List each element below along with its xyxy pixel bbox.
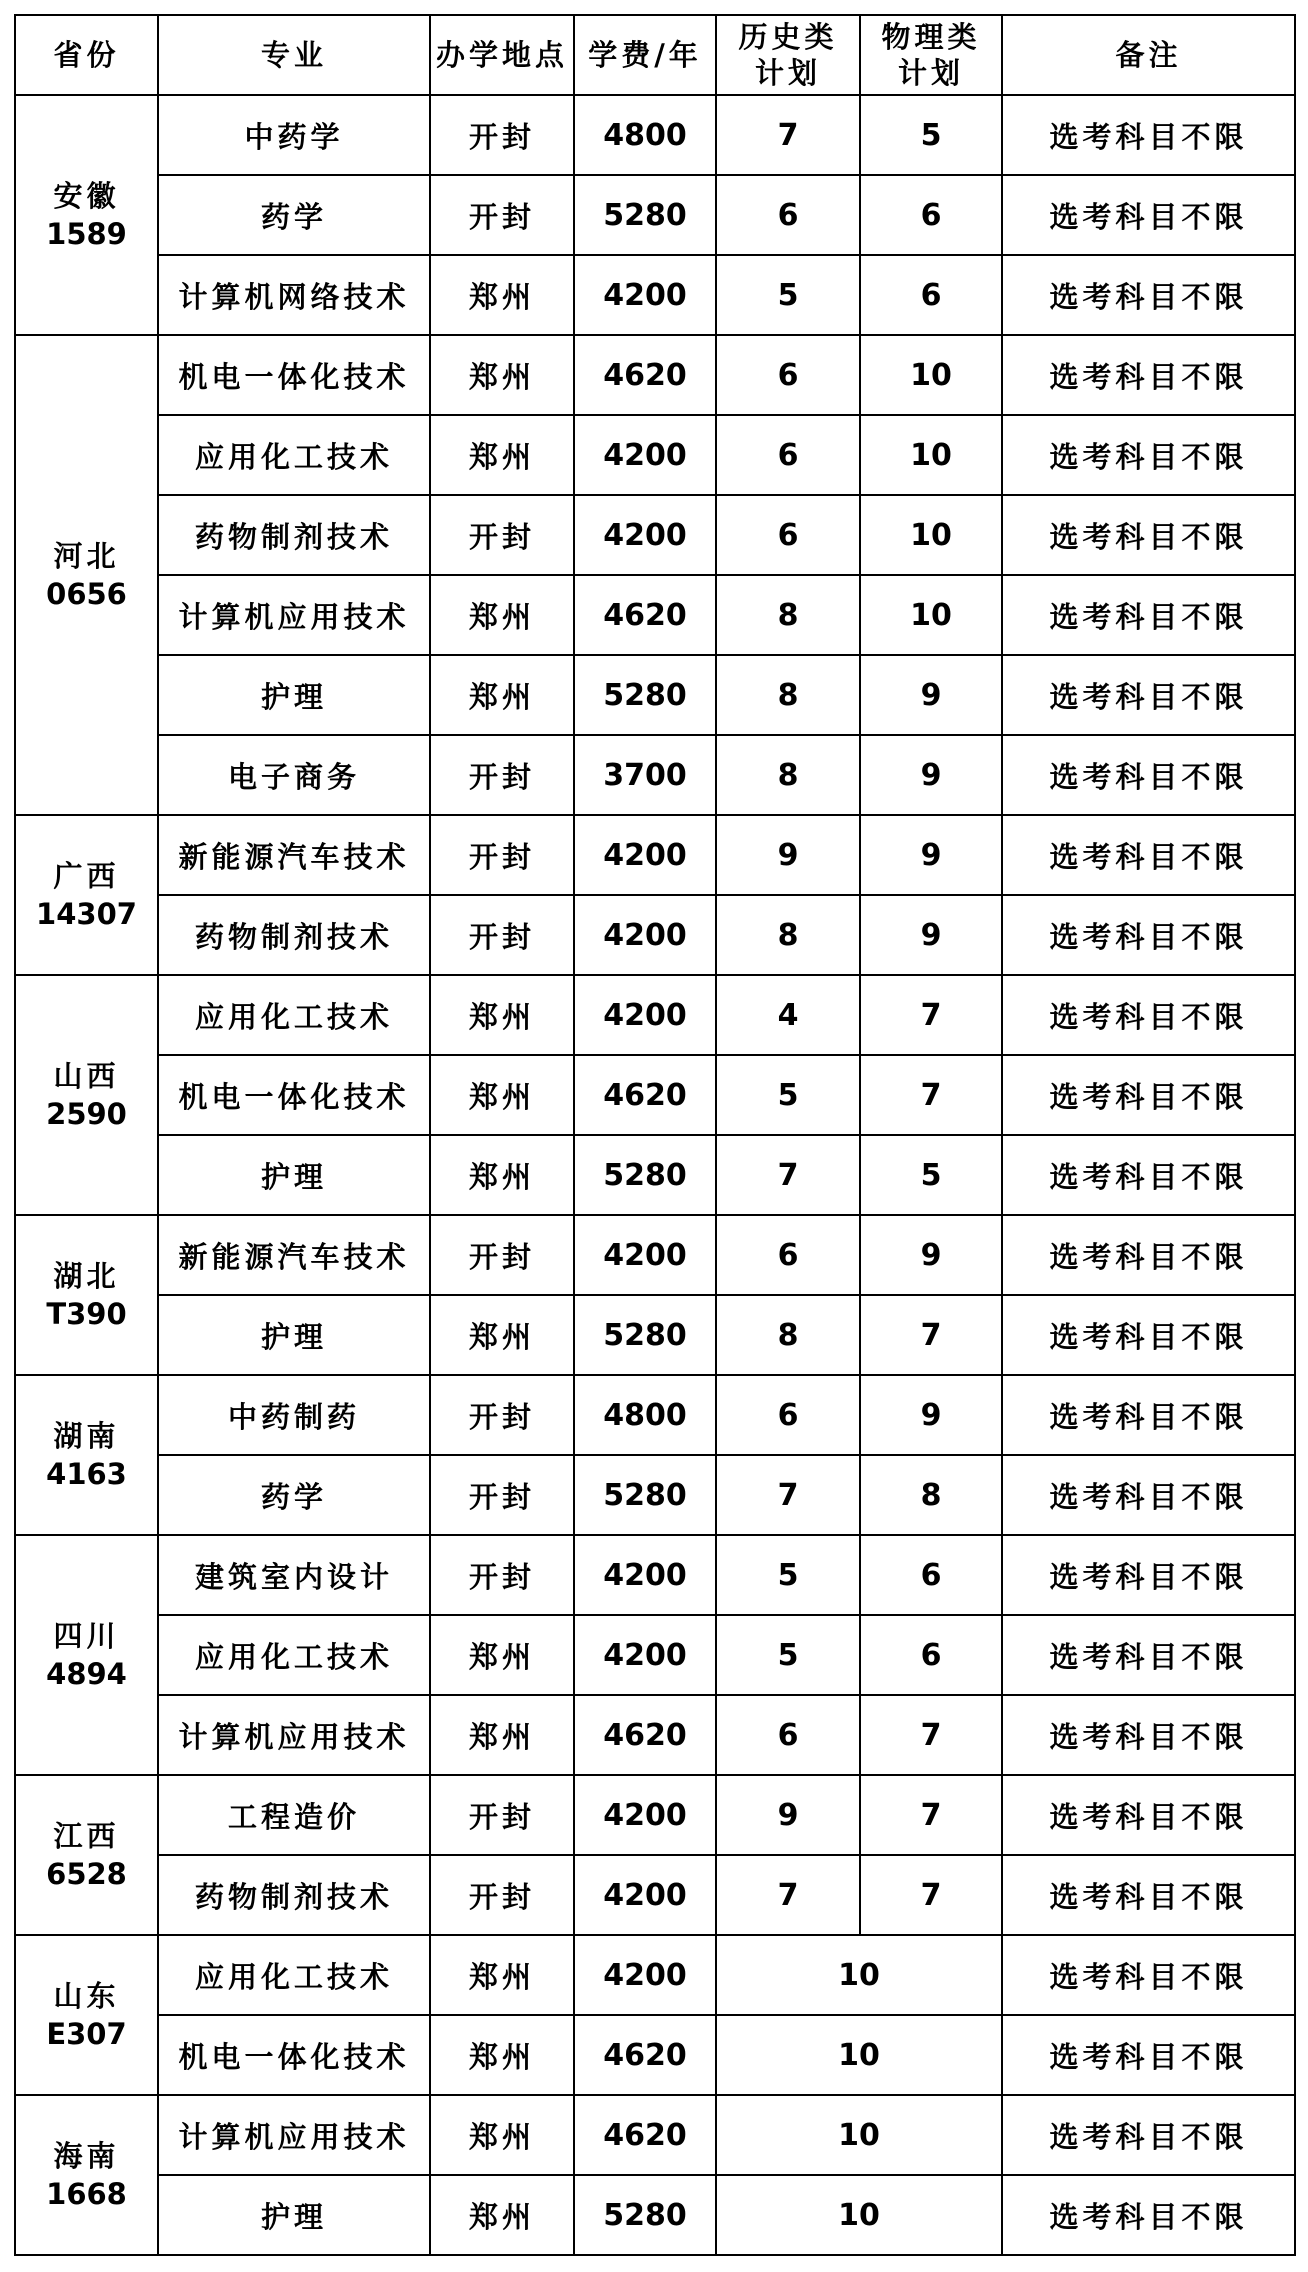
major-cell: 应用化工技术 xyxy=(158,1615,430,1695)
physics-plan-cell: 7 xyxy=(860,975,1002,1055)
physics-plan-cell: 7 xyxy=(860,1695,1002,1775)
major-cell: 药学 xyxy=(158,1455,430,1535)
province-name: 湖南 xyxy=(53,1419,120,1453)
major-cell: 中药学 xyxy=(158,95,430,175)
physics-plan-cell: 7 xyxy=(860,1055,1002,1135)
major-cell: 药学 xyxy=(158,175,430,255)
province-cell xyxy=(15,975,158,1215)
physics-plan-cell: 9 xyxy=(860,895,1002,975)
province-cell xyxy=(15,1215,158,1375)
location-cell: 郑州 xyxy=(430,2015,574,2095)
physics-plan-cell: 9 xyxy=(860,735,1002,815)
table-row xyxy=(15,1295,1295,1375)
table-row xyxy=(15,1055,1295,1135)
note-cell: 选考科目不限 xyxy=(1002,655,1295,735)
tuition-cell: 4200 xyxy=(574,255,716,335)
header-history-plan xyxy=(716,15,860,95)
history-plan-cell: 8 xyxy=(716,1295,860,1375)
location-cell: 郑州 xyxy=(430,2095,574,2175)
location-cell: 开封 xyxy=(430,1535,574,1615)
location-cell: 开封 xyxy=(430,175,574,255)
tuition-cell: 4200 xyxy=(574,1935,716,2015)
province-code: T390 xyxy=(46,1297,127,1331)
physics-plan-cell: 10 xyxy=(860,575,1002,655)
header-physics-plan xyxy=(860,15,1002,95)
history-plan-cell: 4 xyxy=(716,975,860,1055)
enrollment-plan-table xyxy=(14,14,1296,2256)
table-row xyxy=(15,1135,1295,1215)
tuition-cell: 4620 xyxy=(574,1695,716,1775)
tuition-cell: 4200 xyxy=(574,1775,716,1855)
location-cell: 开封 xyxy=(430,495,574,575)
location-cell: 郑州 xyxy=(430,1135,574,1215)
major-cell: 应用化工技术 xyxy=(158,415,430,495)
table-row xyxy=(15,1695,1295,1775)
physics-plan-cell: 7 xyxy=(860,1855,1002,1935)
province-cell xyxy=(15,1935,158,2095)
province-cell xyxy=(15,2095,158,2255)
location-cell: 郑州 xyxy=(430,2175,574,2255)
table-row xyxy=(15,335,1295,415)
history-plan-cell: 5 xyxy=(716,1535,860,1615)
tuition-cell: 5280 xyxy=(574,1295,716,1375)
note-cell: 选考科目不限 xyxy=(1002,2175,1295,2255)
note-cell: 选考科目不限 xyxy=(1002,495,1295,575)
table-row xyxy=(15,1535,1295,1615)
combined-plan-cell: 10 xyxy=(716,2175,1002,2255)
tuition-cell: 4200 xyxy=(574,1615,716,1695)
table-row xyxy=(15,2095,1295,2175)
major-cell: 计算机应用技术 xyxy=(158,575,430,655)
history-plan-cell: 8 xyxy=(716,735,860,815)
tuition-cell: 4200 xyxy=(574,895,716,975)
note-cell: 选考科目不限 xyxy=(1002,1295,1295,1375)
location-cell: 郑州 xyxy=(430,1055,574,1135)
physics-plan-cell: 6 xyxy=(860,175,1002,255)
tuition-cell: 5280 xyxy=(574,175,716,255)
location-cell: 郑州 xyxy=(430,975,574,1055)
location-cell: 郑州 xyxy=(430,335,574,415)
location-cell: 郑州 xyxy=(430,1615,574,1695)
location-cell: 开封 xyxy=(430,1775,574,1855)
table-row xyxy=(15,1775,1295,1855)
tuition-cell: 5280 xyxy=(574,1135,716,1215)
tuition-cell: 4200 xyxy=(574,815,716,895)
history-plan-cell: 8 xyxy=(716,895,860,975)
history-plan-cell: 5 xyxy=(716,1055,860,1135)
table-row xyxy=(15,735,1295,815)
table-row xyxy=(15,1455,1295,1535)
tuition-cell: 5280 xyxy=(574,1455,716,1535)
header-note: 备注 xyxy=(1002,15,1295,95)
physics-plan-cell: 5 xyxy=(860,95,1002,175)
tuition-cell: 4620 xyxy=(574,2095,716,2175)
table-row xyxy=(15,175,1295,255)
major-cell: 应用化工技术 xyxy=(158,975,430,1055)
major-cell: 中药制药 xyxy=(158,1375,430,1455)
table-row xyxy=(15,1215,1295,1295)
note-cell: 选考科目不限 xyxy=(1002,1135,1295,1215)
location-cell: 郑州 xyxy=(430,255,574,335)
table-row xyxy=(15,95,1295,175)
tuition-cell: 5280 xyxy=(574,2175,716,2255)
location-cell: 郑州 xyxy=(430,415,574,495)
province-code: 2590 xyxy=(46,1097,127,1131)
major-cell: 计算机网络技术 xyxy=(158,255,430,335)
table-row xyxy=(15,255,1295,335)
province-name: 海南 xyxy=(53,2139,120,2173)
province-name: 安徽 xyxy=(53,179,120,213)
table-row xyxy=(15,815,1295,895)
table-body xyxy=(15,95,1295,2255)
location-cell: 开封 xyxy=(430,1215,574,1295)
header-physics-line1: 物理类 xyxy=(881,20,981,54)
history-plan-cell: 7 xyxy=(716,1455,860,1535)
combined-plan-cell: 10 xyxy=(716,2015,1002,2095)
tuition-cell: 4200 xyxy=(574,1855,716,1935)
combined-plan-cell: 10 xyxy=(716,2095,1002,2175)
history-plan-cell: 6 xyxy=(716,415,860,495)
table-row xyxy=(15,575,1295,655)
major-cell: 药物制剂技术 xyxy=(158,1855,430,1935)
combined-plan-cell: 10 xyxy=(716,1935,1002,2015)
major-cell: 药物制剂技术 xyxy=(158,495,430,575)
tuition-cell: 4620 xyxy=(574,575,716,655)
tuition-cell: 4200 xyxy=(574,495,716,575)
table-row xyxy=(15,1615,1295,1695)
province-name: 四川 xyxy=(53,1619,120,1653)
province-code: 0656 xyxy=(46,577,127,611)
major-cell: 机电一体化技术 xyxy=(158,2015,430,2095)
physics-plan-cell: 6 xyxy=(860,1615,1002,1695)
major-cell: 机电一体化技术 xyxy=(158,335,430,415)
history-plan-cell: 5 xyxy=(716,255,860,335)
province-cell xyxy=(15,95,158,335)
location-cell: 郑州 xyxy=(430,655,574,735)
tuition-cell: 3700 xyxy=(574,735,716,815)
location-cell: 郑州 xyxy=(430,1295,574,1375)
physics-plan-cell: 9 xyxy=(860,1375,1002,1455)
table-row xyxy=(15,1855,1295,1935)
physics-plan-cell: 9 xyxy=(860,815,1002,895)
location-cell: 开封 xyxy=(430,735,574,815)
note-cell: 选考科目不限 xyxy=(1002,1535,1295,1615)
tuition-cell: 4200 xyxy=(574,975,716,1055)
province-code: 1589 xyxy=(46,217,127,251)
major-cell: 机电一体化技术 xyxy=(158,1055,430,1135)
header-row xyxy=(15,15,1295,95)
location-cell: 开封 xyxy=(430,95,574,175)
province-cell xyxy=(15,1535,158,1775)
province-name: 河北 xyxy=(53,539,120,573)
tuition-cell: 4800 xyxy=(574,1375,716,1455)
history-plan-cell: 7 xyxy=(716,1135,860,1215)
province-code: 4163 xyxy=(46,1457,127,1491)
major-cell: 应用化工技术 xyxy=(158,1935,430,2015)
province-code: 1668 xyxy=(46,2177,127,2211)
table-row xyxy=(15,495,1295,575)
header-physics-line2: 计划 xyxy=(897,56,964,90)
header-major: 专业 xyxy=(158,15,430,95)
location-cell: 开封 xyxy=(430,1375,574,1455)
note-cell: 选考科目不限 xyxy=(1002,815,1295,895)
note-cell: 选考科目不限 xyxy=(1002,335,1295,415)
province-name: 山西 xyxy=(53,1059,120,1093)
history-plan-cell: 6 xyxy=(716,1215,860,1295)
note-cell: 选考科目不限 xyxy=(1002,1055,1295,1135)
major-cell: 工程造价 xyxy=(158,1775,430,1855)
note-cell: 选考科目不限 xyxy=(1002,1775,1295,1855)
note-cell: 选考科目不限 xyxy=(1002,1935,1295,2015)
table-row xyxy=(15,1375,1295,1455)
note-cell: 选考科目不限 xyxy=(1002,1615,1295,1695)
history-plan-cell: 5 xyxy=(716,1615,860,1695)
note-cell: 选考科目不限 xyxy=(1002,1695,1295,1775)
physics-plan-cell: 10 xyxy=(860,415,1002,495)
province-code: 14307 xyxy=(36,897,137,931)
location-cell: 开封 xyxy=(430,1455,574,1535)
history-plan-cell: 6 xyxy=(716,1695,860,1775)
location-cell: 郑州 xyxy=(430,1695,574,1775)
note-cell: 选考科目不限 xyxy=(1002,975,1295,1055)
province-code: 4894 xyxy=(46,1657,127,1691)
note-cell: 选考科目不限 xyxy=(1002,735,1295,815)
table-header xyxy=(15,15,1295,95)
table-row xyxy=(15,975,1295,1055)
header-tuition: 学费/年 xyxy=(574,15,716,95)
note-cell: 选考科目不限 xyxy=(1002,415,1295,495)
note-cell: 选考科目不限 xyxy=(1002,1855,1295,1935)
physics-plan-cell: 5 xyxy=(860,1135,1002,1215)
province-cell xyxy=(15,335,158,815)
physics-plan-cell: 6 xyxy=(860,255,1002,335)
tuition-cell: 4620 xyxy=(574,2015,716,2095)
note-cell: 选考科目不限 xyxy=(1002,2095,1295,2175)
province-name: 湖北 xyxy=(53,1259,120,1293)
header-location: 办学地点 xyxy=(430,15,574,95)
history-plan-cell: 6 xyxy=(716,495,860,575)
note-cell: 选考科目不限 xyxy=(1002,575,1295,655)
location-cell: 开封 xyxy=(430,1855,574,1935)
note-cell: 选考科目不限 xyxy=(1002,1375,1295,1455)
province-cell xyxy=(15,815,158,975)
major-cell: 护理 xyxy=(158,1135,430,1215)
physics-plan-cell: 7 xyxy=(860,1775,1002,1855)
table-row xyxy=(15,415,1295,495)
tuition-cell: 4200 xyxy=(574,1215,716,1295)
history-plan-cell: 9 xyxy=(716,815,860,895)
history-plan-cell: 6 xyxy=(716,1375,860,1455)
tuition-cell: 5280 xyxy=(574,655,716,735)
history-plan-cell: 7 xyxy=(716,95,860,175)
location-cell: 郑州 xyxy=(430,575,574,655)
table-row xyxy=(15,2175,1295,2255)
history-plan-cell: 7 xyxy=(716,1855,860,1935)
location-cell: 开封 xyxy=(430,895,574,975)
history-plan-cell: 6 xyxy=(716,335,860,415)
province-cell xyxy=(15,1375,158,1535)
major-cell: 计算机应用技术 xyxy=(158,2095,430,2175)
major-cell: 新能源汽车技术 xyxy=(158,815,430,895)
major-cell: 新能源汽车技术 xyxy=(158,1215,430,1295)
physics-plan-cell: 9 xyxy=(860,1215,1002,1295)
header-history-line2: 计划 xyxy=(754,56,821,90)
tuition-cell: 4200 xyxy=(574,1535,716,1615)
physics-plan-cell: 10 xyxy=(860,495,1002,575)
major-cell: 护理 xyxy=(158,1295,430,1375)
note-cell: 选考科目不限 xyxy=(1002,95,1295,175)
location-cell: 郑州 xyxy=(430,1935,574,2015)
note-cell: 选考科目不限 xyxy=(1002,175,1295,255)
note-cell: 选考科目不限 xyxy=(1002,895,1295,975)
tuition-cell: 4800 xyxy=(574,95,716,175)
province-cell xyxy=(15,1775,158,1935)
history-plan-cell: 8 xyxy=(716,575,860,655)
note-cell: 选考科目不限 xyxy=(1002,1215,1295,1295)
history-plan-cell: 8 xyxy=(716,655,860,735)
table-row xyxy=(15,655,1295,735)
major-cell: 计算机应用技术 xyxy=(158,1695,430,1775)
history-plan-cell: 9 xyxy=(716,1775,860,1855)
province-name: 山东 xyxy=(53,1979,120,2013)
location-cell: 开封 xyxy=(430,815,574,895)
table-row xyxy=(15,2015,1295,2095)
note-cell: 选考科目不限 xyxy=(1002,255,1295,335)
tuition-cell: 4620 xyxy=(574,1055,716,1135)
header-history-line1: 历史类 xyxy=(738,20,838,54)
tuition-cell: 4620 xyxy=(574,335,716,415)
major-cell: 药物制剂技术 xyxy=(158,895,430,975)
note-cell: 选考科目不限 xyxy=(1002,1455,1295,1535)
province-code: E307 xyxy=(46,2017,127,2051)
major-cell: 电子商务 xyxy=(158,735,430,815)
physics-plan-cell: 7 xyxy=(860,1295,1002,1375)
table-row xyxy=(15,1935,1295,2015)
major-cell: 护理 xyxy=(158,2175,430,2255)
province-name: 广西 xyxy=(53,859,120,893)
major-cell: 护理 xyxy=(158,655,430,735)
history-plan-cell: 6 xyxy=(716,175,860,255)
note-cell: 选考科目不限 xyxy=(1002,2015,1295,2095)
physics-plan-cell: 10 xyxy=(860,335,1002,415)
physics-plan-cell: 8 xyxy=(860,1455,1002,1535)
province-code: 6528 xyxy=(46,1857,127,1891)
major-cell: 建筑室内设计 xyxy=(158,1535,430,1615)
physics-plan-cell: 6 xyxy=(860,1535,1002,1615)
physics-plan-cell: 9 xyxy=(860,655,1002,735)
table-row xyxy=(15,895,1295,975)
tuition-cell: 4200 xyxy=(574,415,716,495)
header-province: 省份 xyxy=(15,15,158,95)
province-name: 江西 xyxy=(53,1819,120,1853)
